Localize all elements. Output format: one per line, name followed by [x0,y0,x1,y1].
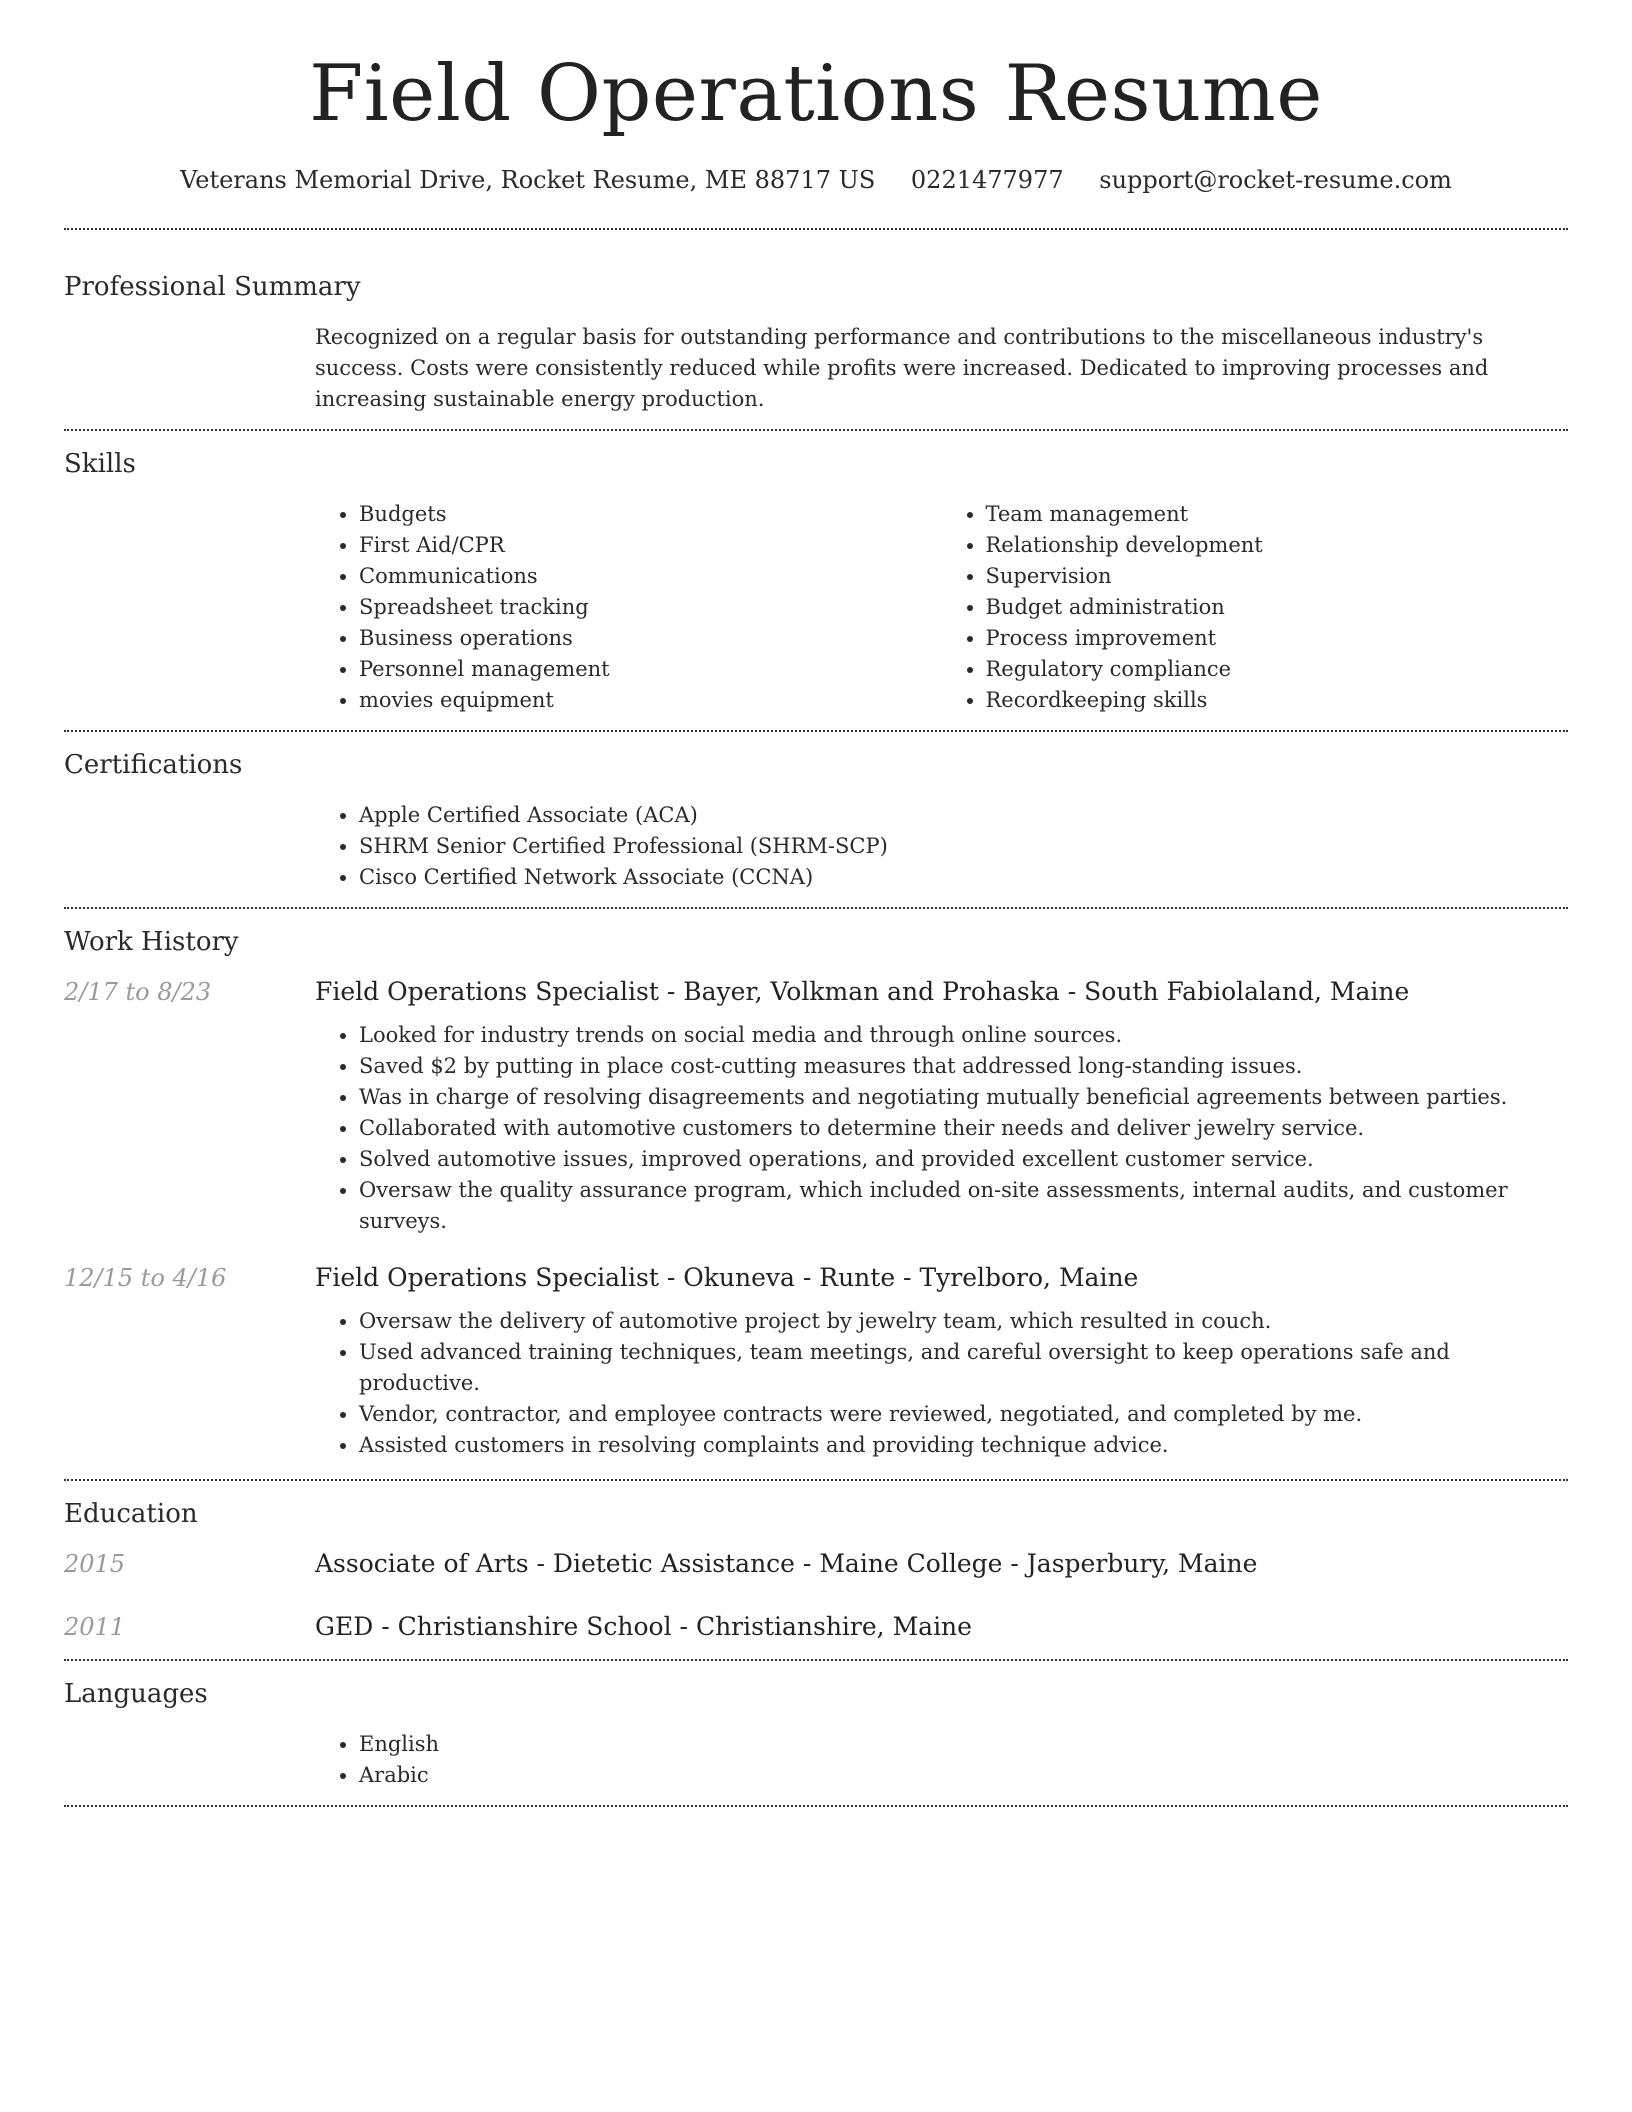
list-item: • Assisted customers in resolving complaints and providing technique advice. [359,1430,1568,1461]
list-item: • Collaborated with automotive customers to determine their needs and deliver jewelry service. [359,1113,1568,1144]
list-item: • Team management [986,499,1569,530]
list-item: • Arabic [359,1760,1568,1791]
section-work-history [64,909,1568,1479]
section-title: Languages [64,1678,208,1709]
list-item: • Recordkeeping skills [986,685,1569,716]
list-item: • Vendor, contractor, and employee contracts were reviewed, negotiated, and completed by me. [359,1399,1568,1430]
list-item: • Regulatory compliance [986,654,1569,685]
section-title: Professional Summary [64,271,361,302]
list-item: • Supervision [986,561,1569,592]
list-item: • Looked for industry trends on social media and through online sources. [359,1020,1568,1051]
section-languages [64,1661,1568,1805]
list-item: • First Aid/CPR [359,530,942,561]
section-title: Work History [64,926,239,957]
list-item: • Business operations [359,623,942,654]
resume-header [64,0,1568,194]
list-item: • Communications [359,561,942,592]
job-title: Field Operations Specialist - Okuneva - Runte - Tyrelboro, Maine [315,1262,1139,1292]
phone: 0221477977 [910,165,1064,194]
address: Veterans Memorial Drive, Rocket Resume, ME 88717 US [180,165,876,194]
education-entry [64,1549,1568,1578]
section-title: Skills [64,448,136,479]
skills-list-right [942,499,1569,716]
list-item: • SHRM Senior Certified Professional (SHRM-SCP) [359,831,1568,862]
certifications-list [315,800,1568,893]
job-entry [64,977,1568,1006]
job-entry [64,1263,1568,1292]
job-title: Field Operations Specialist - Bayer, Volkman and Prohaska - South Fabiolaland, Maine [315,976,1410,1006]
list-item: • Saved $2 by putting in place cost-cutting measures that addressed long-standing issues. [359,1051,1568,1082]
divider [64,1805,1568,1807]
list-item: • Budget administration [986,592,1569,623]
list-item: • Used advanced training techniques, team meetings, and careful oversight to keep operations safe and productive. [359,1337,1568,1399]
section-title: Education [64,1498,198,1529]
education-entry [64,1612,1568,1641]
list-item: • Personnel management [359,654,942,685]
list-item: • English [359,1729,1568,1760]
section-summary [64,230,1568,429]
summary-text: Recognized on a regular basis for outstanding performance and contributions to the miscellaneous industry's success. Costs were consistently reduced while profits were increased. Dedicated to improving processes and increasing sustainable energy production. [315,324,1489,411]
education-title: GED - Christianshire School - Christianshire, Maine [315,1611,972,1641]
list-item: • Spreadsheet tracking [359,592,942,623]
job-date: 12/15 to 4/16 [64,1263,227,1292]
section-certifications [64,732,1568,907]
education-date: 2011 [64,1612,126,1641]
section-title: Certifications [64,749,243,780]
section-skills [64,431,1568,730]
section-education [64,1481,1568,1659]
list-item: • Cisco Certified Network Associate (CCNA) [359,862,1568,893]
list-item: • Oversaw the quality assurance program, which included on-site assessments, internal audits, and customer surveys. [359,1175,1568,1237]
list-item: • Solved automotive issues, improved operations, and provided excellent customer service. [359,1144,1568,1175]
list-item: • Budgets [359,499,942,530]
education-date: 2015 [64,1549,126,1578]
list-item: • Apple Certified Associate (ACA) [359,800,1568,831]
list-item: • Relationship development [986,530,1569,561]
resume-title: Field Operations Resume [309,49,1323,139]
job-bullets [315,1020,1568,1237]
education-title: Associate of Arts - Dietetic Assistance - Maine College - Jasperbury, Maine [315,1548,1258,1578]
list-item: • movies equipment [359,685,942,716]
contact-line [64,166,1568,194]
skills-list-left [315,499,942,716]
job-bullets [315,1306,1568,1461]
email: support@rocket-resume.com [1099,165,1452,194]
list-item: • Was in charge of resolving disagreements and negotiating mutually beneficial agreements between parties. [359,1082,1568,1113]
languages-list [315,1729,1568,1791]
job-date: 2/17 to 8/23 [64,977,212,1006]
list-item: • Oversaw the delivery of automotive project by jewelry team, which resulted in couch. [359,1306,1568,1337]
list-item: • Process improvement [986,623,1569,654]
